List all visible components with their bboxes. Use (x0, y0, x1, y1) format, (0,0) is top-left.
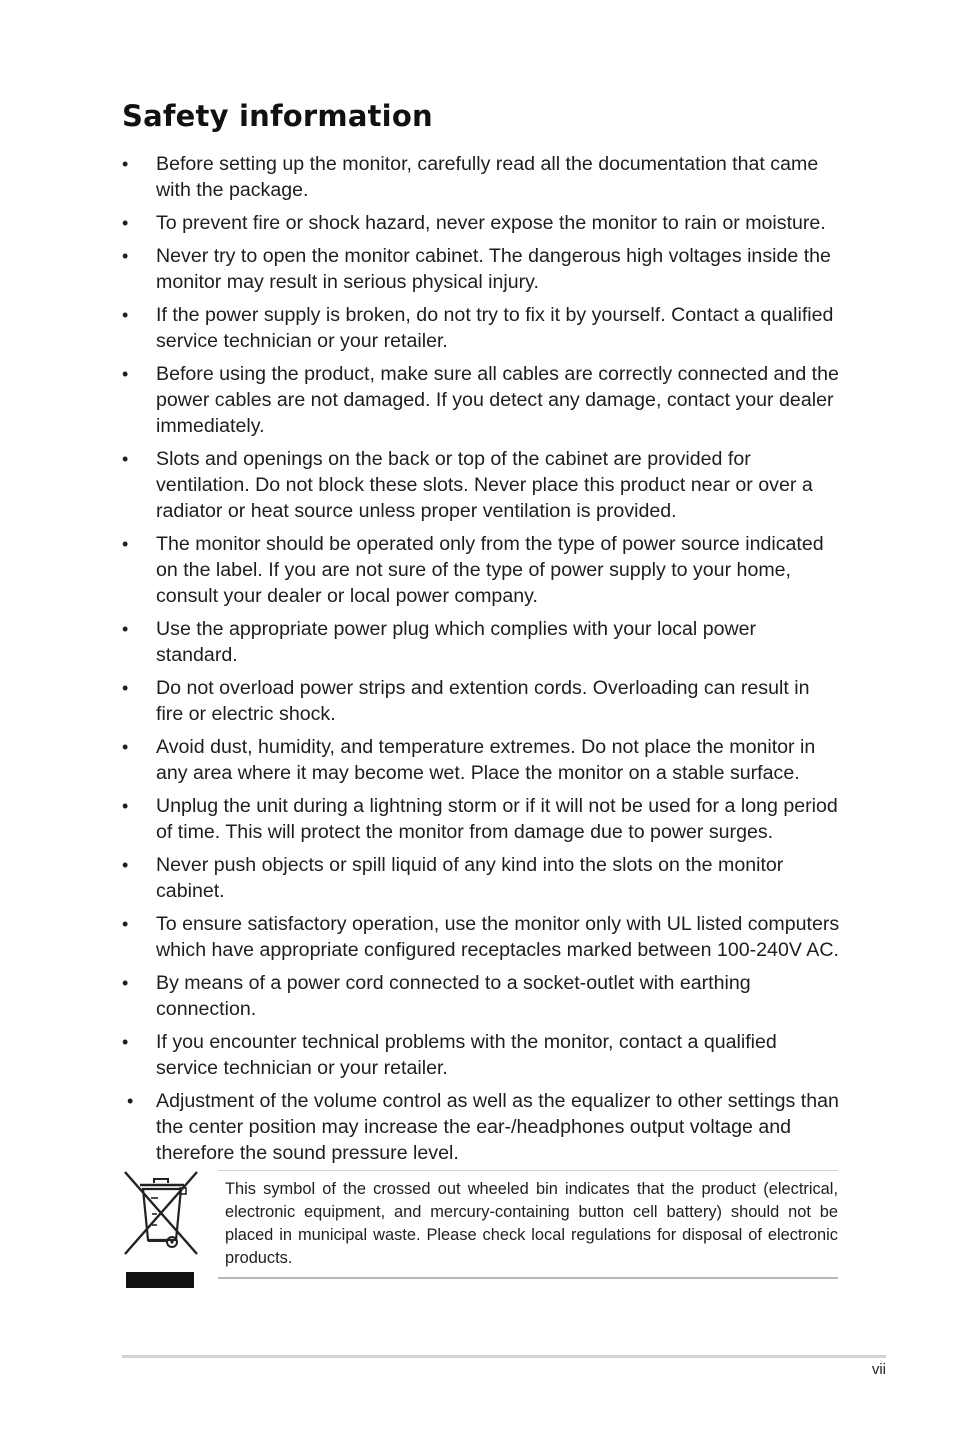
bullet-text: Never try to open the monitor cabinet. The dangerous high voltages inside the monitor may result in serious physical injury. (156, 245, 831, 293)
bullet-glyph: • (122, 914, 129, 934)
bullet-item (120, 970, 842, 1022)
bullet-glyph: • (122, 213, 129, 233)
bullet-text: To prevent fire or shock hazard, never expose the monitor to rain or moisture. (156, 212, 826, 234)
bullet-text: Do not overload power strips and extention cords. Overloading can result in fire or electric shock. (156, 677, 810, 725)
bullet-text: Slots and openings on the back or top of the cabinet are provided for ventilation. Do not block these slots. Never place this product near or over a radiator or heat source unless proper ventilation is provided. (156, 448, 813, 522)
bullet-text: Adjustment of the volume control as well as the equalizer to other settings than the center position may increase the ear-/headphones output voltage and therefore the sound pressure level. (156, 1090, 839, 1164)
bullet-text: Use the appropriate power plug which complies with your local power standard. (156, 618, 757, 666)
bullet-text: Before setting up the monitor, carefully read all the documentation that came with the package. (156, 153, 819, 201)
bullet-glyph: • (122, 855, 129, 875)
bullet-item (120, 531, 842, 609)
bullet-item (120, 210, 842, 236)
bullet-item (120, 446, 842, 524)
page-number: vii (871, 1361, 886, 1378)
bullet-glyph: • (122, 364, 129, 384)
bullet-glyph: • (122, 737, 129, 757)
bullet-glyph: • (122, 1032, 129, 1052)
bullet-text: Unplug the unit during a lightning storm or if it will not be used for a long period of time. This will protect the monitor from damage due to power surges. (156, 795, 838, 843)
bullet-text: Avoid dust, humidity, and temperature extremes. Do not place the monitor in any area where it may become wet. Place the monitor on a stable surface. (156, 736, 816, 784)
bullet-text: Before using the product, make sure all cables are correctly connected and the power cables are not damaged. If you detect any damage, contact your dealer immediately. (156, 363, 839, 437)
bullet-text: The monitor should be operated only from the type of power source indicated on the label. If you are not sure of the type of power supply to your home, consult your dealer or local power company. (156, 533, 824, 607)
bullet-item (120, 1088, 842, 1166)
bullet-item (120, 302, 842, 354)
bullet-item (120, 911, 842, 963)
bullet-glyph: • (122, 796, 129, 816)
weee-notice-box (218, 1170, 838, 1279)
bullet-item (120, 852, 842, 904)
bullet-glyph: • (122, 449, 129, 469)
bullet-glyph: • (122, 154, 129, 174)
bullet-glyph: • (127, 1091, 134, 1111)
bullet-item (120, 361, 842, 439)
bullet-text: By means of a power cord connected to a socket-outlet with earthing connection. (156, 972, 751, 1020)
weee-notice-text: This symbol of the crossed out wheeled bin indicates that the product (electrical, electronic equipment, and mercury-containing button cell battery) should not be placed in municipal waste. Please check local regulations for disposal of electronic products. (225, 1180, 838, 1267)
footer-divider (122, 1355, 886, 1358)
bullet-item (120, 793, 842, 845)
bullet-item (120, 734, 842, 786)
safety-bullet-list (120, 151, 842, 1173)
bullet-text: If the power supply is broken, do not try to fix it by yourself. Contact a qualified service technician or your retailer. (156, 304, 834, 352)
bullet-text: To ensure satisfactory operation, use the monitor only with UL listed computers which have appropriate configured receptacles marked between 100-240V AC. (156, 913, 840, 961)
bullet-text: If you encounter technical problems with the monitor, contact a qualified service technician or your retailer. (156, 1031, 777, 1079)
bullet-item (120, 151, 842, 203)
bullet-glyph: • (122, 246, 129, 266)
bullet-glyph: • (122, 678, 129, 698)
bullet-item (120, 616, 842, 668)
bullet-item (120, 243, 842, 295)
bullet-text: Never push objects or spill liquid of any kind into the slots on the monitor cabinet. (156, 854, 784, 902)
crossed-out-wheeled-bin-icon (122, 1170, 200, 1290)
bullet-item (120, 1029, 842, 1081)
page-title: Safety information (122, 99, 433, 133)
bullet-glyph: • (122, 619, 129, 639)
bullet-glyph: • (122, 305, 129, 325)
bullet-glyph: • (122, 973, 129, 993)
bullet-item (120, 675, 842, 727)
bullet-glyph: • (122, 534, 129, 554)
